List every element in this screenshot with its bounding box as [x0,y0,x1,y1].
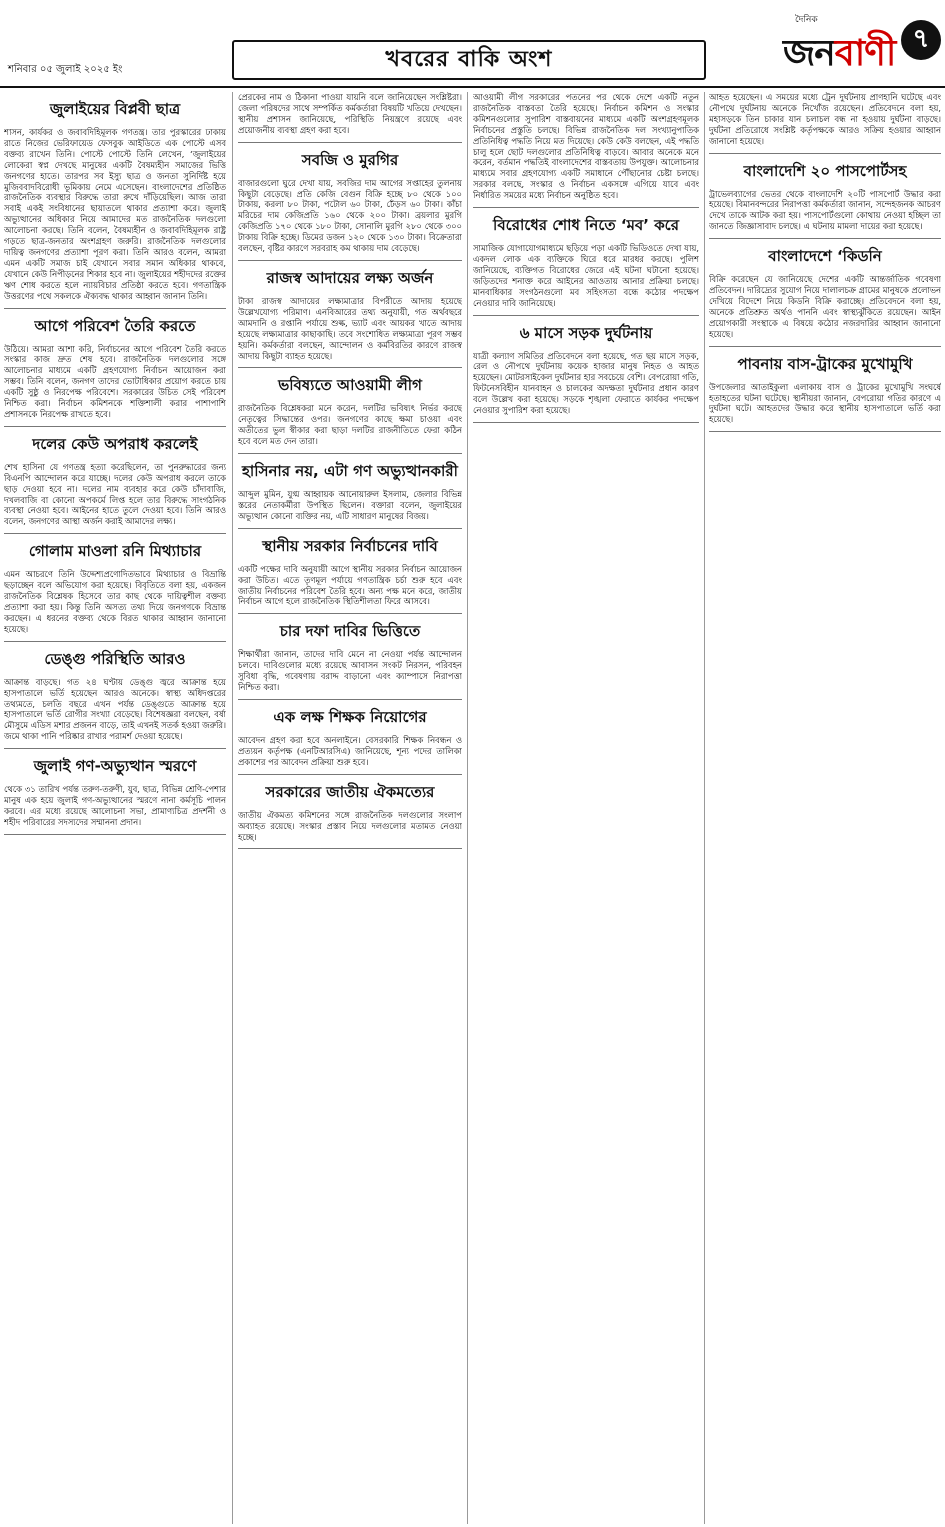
story-separator [238,367,462,368]
story-separator [238,613,462,614]
story-body: আহত হয়েছেন। এ সময়ের মধ্যে ট্রেন দুর্ঘটনায় প্রাণহানি ঘটেছে এবং নৌপথে দুর্ঘটনায় অনেকে নিখোঁজ রয়েছেন। প্রতিবেদনে বলা হয়, মহাসড়কে তিন চাকার যান চলাচল বন্ধ না হওয়ায় দুর্ঘটনা বাড়ছে। দুর্ঘটনা প্রতিরোধে সংশ্লিষ্ট কর্তৃপক্ষকে আরও সক্রিয় হওয়ার আহ্বান জানানো হয়েছে। [709,92,941,146]
story-body: উপজেলার আতাইকুলা এলাকায় বাস ও ট্রাকের মুখোমুখি সংঘর্ষে হতাহতের ঘটনা ঘটেছে। স্থানীয়রা জানান, বেপরোয়া গতির কারণে এ দুর্ঘটনা ঘটে। আহতদের উদ্ধার করে স্থানীয় হাসপাতালে ভর্তি করা হয়েছে। [709,381,941,425]
section-title: খবরের বাকি অংশ [232,40,706,80]
story-headline: ডেঙ্গু পরিস্থিতি আরও [44,649,186,668]
story-separator [4,533,226,534]
news-story [4,433,226,527]
story-headline: পাবনায় বাস-ট্রাকের মুখোমুখি [737,354,913,373]
story-separator [238,528,462,529]
logo-part-a: জন [783,33,835,74]
story-separator [709,153,941,154]
news-story [4,540,226,634]
news-story [238,781,462,843]
masthead-rule [0,86,945,88]
news-story [238,149,462,254]
story-headline: চার দফা দাবির ভিত্তিতে [279,622,421,641]
story-separator [4,308,226,309]
news-story [238,620,462,693]
issue-date: শনিবার ০৫ জুলাই ২০২৫ ইং [8,64,123,75]
column-4 [709,92,941,1524]
story-separator [709,238,941,239]
story-body: আওয়ামী লীগ সরকারের পতনের পর থেকে দেশে একটি নতুন রাজনৈতিক বাস্তবতা তৈরি হয়েছে। নির্বাচন কমিশন ও সংস্কার কমিশনগুলোর সুপারিশ বাস্তবায়নের মাধ্যমে একটি অংশগ্রহণমূলক নির্বাচনের প্রস্তুতি চলছে। বিভিন্ন রাজনৈতিক দল সংখ্যানুপাতিক প্রতিনিধিত্ব পদ্ধতি নিয়ে মত দিয়েছে। কেউ কেউ বলছেন, এই পদ্ধতি চালু হলে ছোট দলগুলোর প্রতিনিধিত্ব বাড়বে। আবার অনেকে মনে করেন, বর্তমান পদ্ধতিই বাংলাদেশের বাস্তবতায় উপযুক্ত। আলোচনার মাধ্যমে সবার গ্রহণযোগ্য একটি সমাধানে পৌঁছানোর চেষ্টা চলছে। সরকার বলছে, সংস্কার ও নির্বাচন একসঙ্গে এগিয়ে যাবে এবং নির্ধারিত সময়ের মধ্যে নির্বাচন অনুষ্ঠিত হবে। [473,92,699,201]
news-story [238,706,462,768]
story-headline: জুলাই গণ-অভ্যুত্থান স্মরণে [33,757,197,776]
story-body: টাকা রাজস্ব আদায়ের লক্ষ্যমাত্রার বিপরীতে আদায় হয়েছে উল্লেখযোগ্য পরিমাণ। এনবিআরের তথ্য অনুযায়ী, গত অর্থবছরে আমদানি ও রপ্তানি পর্যায়ে শুল্ক, ভ্যাট এবং আয়কর খাতে আদায় হয়েছে লক্ষ্যমাত্রার কাছাকাছি। তবে সংশোধিত লক্ষ্যমাত্রা পূরণ সম্ভব হয়নি। কর্মকর্তারা বলছেন, আন্দোলন ও কর্মবিরতির কারণে রাজস্ব আদায় কিছুটা ব্যাহত হয়েছে। [238,295,462,361]
story-headline: জুলাইয়ের বিপ্লবী ছাত্র [49,100,181,118]
story-headline: বিরোধের শোধ নিতে ‘মব’ করে [493,216,679,235]
news-story [4,648,226,742]
story-separator [709,431,941,432]
news-story [473,214,699,308]
news-story [709,160,941,233]
story-body: রাজনৈতিক বিশ্লেষকরা মনে করেন, দলটির ভবিষ্যৎ নির্ভর করছে নেতৃত্বের সিদ্ধান্তের ওপর। জনগণের কাছে ক্ষমা চাওয়া এবং অতীতের ভুল স্বীকার করা ছাড়া দলটির রাজনীতিতে ফেরা কঠিন হবে বলে মত দেন তারা। [238,403,462,447]
newspaper-logo [783,8,943,78]
story-headline: রাজস্ব আদায়ের লক্ষ্য অর্জন [266,268,434,287]
story-body: আবেদন গ্রহণ করা হবে অনলাইনে। বেসরকারি শিক্ষক নিবন্ধন ও প্রত্যয়ন কর্তৃপক্ষ (এনটিআরসিএ) জানিয়েছে, শূন্য পদের তালিকা প্রকাশের পর আবেদন প্রক্রিয়া শুরু হবে। [238,735,462,767]
story-body: সামাজিক যোগাযোগমাধ্যমে ছড়িয়ে পড়া একটি ভিডিওতে দেখা যায়, একদল লোক এক ব্যক্তিকে ঘিরে ধরে মারধর করছে। পুলিশ জানিয়েছে, ব্যক্তিগত বিরোধের জেরে এই ঘটনা ঘটানো হয়েছে। জড়িতদের শনাক্ত করে আইনের আওতায় আনার প্রক্রিয়া চলছে। মানবাধিকার সংগঠনগুলো মব সহিংসতা বন্ধে কঠোর পদক্ষেপ নেওয়ার দাবি জানিয়েছে। [473,243,699,308]
story-separator [238,848,462,849]
story-separator [238,699,462,700]
story-headline: ভবিষ্যতে আওয়ামী লীগ [278,376,422,395]
story-separator [4,426,226,427]
story-separator [238,260,462,261]
story-separator [4,834,226,835]
news-story [238,267,462,361]
story-body: থেকে ৩১ তারিখ পর্যন্ত তরুণ-তরুণী, যুব, ছাত্র, বিভিন্ন শ্রেণি-পেশার মানুষ এক হয়ে জুলাই গণ-অভ্যুত্থানের স্মরণে নানা কর্মসূচি পালন করবে। এর মধ্যে রয়েছে আলোচনা সভা, প্রামাণ্যচিত্র প্রদর্শনী ও শহীদ পরিবারের সদস্যদের সম্মাননা প্রদান। [4,784,226,827]
news-story [4,755,226,828]
story-body: এমন আচরণে তিনি উদ্দেশ্যপ্রণোদিতভাবে মিথ্যাচার ও বিভ্রান্তি ছড়াচ্ছেন বলে অভিযোগ করা হয়েছে। বিবৃতিতে বলা হয়, একজন রাজনৈতিক বিশ্লেষক হিসেবে তার কাছ থেকে দায়িত্বশীল বক্তব্য প্রত্যাশা করা হয়। কিন্তু তিনি অসত্য তথ্য দিয়ে জনগণকে বিভ্রান্ত করছেন। এ ধরনের বক্তব্য থেকে বিরত থাকার আহ্বান জানানো হয়েছে। [4,569,226,634]
story-headline: হাসিনার নয়, এটা গণ অভ্যুত্থানকারী [242,462,458,481]
story-body: শিক্ষার্থীরা জানান, তাদের দাবি মেনে না নেওয়া পর্যন্ত আন্দোলন চলবে। দাবিগুলোর মধ্যে রয়েছে আবাসন সংকট নিরসন, পরিবহন সুবিধা বৃদ্ধি, গবেষণায় বরাদ্দ বাড়ানো এবং ক্যাম্পাসে নিরাপত্তা নিশ্চিত করা। [238,649,462,693]
story-separator [473,422,699,423]
news-story [238,92,462,136]
story-headline: গোলাম মাওলা রনি মিথ্যাচার [28,542,202,561]
story-headline: স্থানীয় সরকার নির্বাচনের দাবি [262,536,438,555]
news-story [709,245,941,339]
story-body: শাসন, কার্যকর ও জবাবদিহিমূলক গণতন্ত্র। তার পুরস্কারের ঢাকায় রাতে নিজের ভেরিফায়েড ফেসবুক আইডিতে এক পোস্টে এসব বক্তব্য রাখেন তিনি। পোস্টে পোস্টে তিনি লেখেন, ‘জুলাইয়ের লোকেরা স্বপ্ন দেখছে মানুষের একটি বৈষম্যহীন সমাজের ভিত্তি জনগণের হাতে। তারপর সব ইস্যু ছাত্র ও জনতা সুনির্দিষ্ট হয়ে মুজিববাদবিরোধী ভূমিকায় নেমে এসেছেন। বাংলাদেশের প্রতিষ্ঠিত রাজনৈতিক ব্যবস্থার বিরুদ্ধে তারা রুখে দাঁড়িয়েছিল। আজ তারা সবাই একই সংবিধানের ছায়াতলে থাকার প্রত্যাশা করে। জুলাই অভ্যুত্থানের অধিকার নিয়ে আমাদের মত রাজনৈতিক দলগুলো আলোচনা করছে। তিনি বলেন, বৈষম্যহীন ও জবাবদিহিমূলক রাষ্ট্র গড়তে ছাত্র-জনতার অংশগ্রহণ জরুরি। রাজনৈতিক দলগুলোর দায়িত্ব জনগণের প্রত্যাশা পূরণ করা। তিনি আরও বলেন, আমরা এমন একটি সমাজ চাই যেখানে সবার সমান অধিকার থাকবে, যেখানে কেউ নিপীড়নের শিকার হবে না। জুলাইয়ের শহীদদের রক্তের ঋণ শোধ করতে হলে ন্যায়বিচার প্রতিষ্ঠা করতে হবে। গণতান্ত্রিক উত্তরণের পথে সকলকে ঐক্যবদ্ধ থাকার আহ্বান জানান তিনি। [4,127,226,301]
logo-part-b: বাণী [834,33,896,74]
column-1 [4,92,226,1524]
news-story [4,315,226,420]
story-separator [4,748,226,749]
story-body: উঠিয়ে। আমরা আশা করি, নির্বাচনের আগে পরিবেশ তৈরি করতে সংস্কার কাজ দ্রুত শেষ হবে। রাজনৈতিক দলগুলোর সঙ্গে আলোচনার মাধ্যমে একটি গ্রহণযোগ্য নির্বাচন আয়োজন করা সম্ভব। তিনি বলেন, জনগণ তাদের ভোটাধিকার প্রয়োগ করতে চায় একটি সুষ্ঠু ও নিরপেক্ষ পরিবেশে। সরকারের উচিত সেই পরিবেশ নিশ্চিত করা। নির্বাচন কমিশনকে শক্তিশালী করার পাশাপাশি প্রশাসনকে নিরপেক্ষ রাখতে হবে। [4,343,226,419]
story-headline: দলের কেউ অপরাধ করলেই [32,434,198,453]
story-body: আক্রান্ত বাড়ছে। গত ২৪ ঘণ্টায় ডেঙ্গু জ্বরে আক্রান্ত হয়ে হাসপাতালে ভর্তি হয়েছেন আরও অনেকে। স্বাস্থ্য অধিদপ্তরের তথ্যমতে, চলতি বছরে এখন পর্যন্ত ডেঙ্গুতে আক্রান্ত হয়ে হাসপাতালে ভর্তি রোগীর সংখ্যা বেড়েছে। বিশেষজ্ঞরা বলছেন, বর্ষা মৌসুমে এডিস মশার প্রজনন বাড়ে, তাই এখনই সতর্ক হওয়া জরুরি। জমে থাকা পানি পরিষ্কার রাখার পরামর্শ দেওয়া হয়েছে। [4,676,226,742]
news-story [709,353,941,426]
story-separator [473,207,699,208]
story-body: শেখ হাসিনা যে গণতন্ত্র হত্যা করেছিলেন, তা পুনরুদ্ধারের জন্য বিএনপি আন্দোলন করে যাচ্ছে। দলের কেউ অপরাধ করলে তাকে ছাড় দেওয়া হবে না। দলের নাম ব্যবহার করে কেউ চাঁদাবাজি, দখলবাজি বা কোনো অপকর্মে লিপ্ত হলে তার বিরুদ্ধে সাংগঠনিক ব্যবস্থা নেওয়া হবে। আইনের হাতে তুলে দেওয়া হবে। তিনি আরও বলেন, জনগণের আস্থা অর্জন করাই আমাদের লক্ষ্য। [4,461,226,527]
news-story [4,98,226,302]
news-story [238,535,462,608]
section-banner [232,40,702,80]
news-story [473,92,699,201]
story-body: আব্দুল মুমিন, যুগ্ম আহ্বায়ক আনোয়ারুল ইসলাম, জেলার বিভিন্ন স্তরের নেতাকর্মীরা উপস্থিত ছিলেন। বক্তারা বলেন, জুলাইয়ের অভ্যুত্থান কোনো ব্যক্তির নয়, এটি সাধারণ মানুষের বিজয়। [238,489,462,521]
news-story [473,322,699,416]
story-separator [709,346,941,347]
story-body: বাজারগুলো ঘুরে দেখা যায়, সবজির দাম আগের সপ্তাহের তুলনায় কিছুটা বেড়েছে। প্রতি কেজি বেগুন বিক্রি হচ্ছে ৮০ থেকে ১০০ টাকায়, করলা ৮০ টাকা, পটোল ৬০ টাকা, ঢেঁড়স ৬০ টাকা। কাঁচা মরিচের দাম কেজিপ্রতি ১৬০ থেকে ২০০ টাকা। ব্রয়লার মুরগি কেজিপ্রতি ১৭০ থেকে ১৮০ টাকা, সোনালি মুরগি ২৮০ থেকে ৩০০ টাকায় বিক্রি হচ্ছে। ডিমের ডজন ১২০ থেকে ১৩০ টাকা। বিক্রেতারা বলছেন, বৃষ্টির কারণে সরবরাহ কম থাকায় দাম বেড়েছে। [238,177,462,254]
logo-prefix: দৈনিক [795,15,818,25]
story-headline: এক লক্ষ শিক্ষক নিয়োগের [273,708,427,726]
story-body: ট্রাভেলব্যাগের ভেতর থেকে বাংলাদেশি ২০টি পাসপোর্ট উদ্ধার করা হয়েছে। বিমানবন্দরের নিরাপত্তা কর্মকর্তারা জানান, সন্দেহজনক আচরণ দেখে তাকে আটক করা হয়। পাসপোর্টগুলো কোথায় নেওয়া হচ্ছিল তা জানতে জিজ্ঞাসাবাদ চলছে। এ ঘটনায় মামলা দায়ের করা হয়েছে। [709,188,941,232]
story-separator [473,315,699,316]
news-story [709,92,941,147]
story-headline: সবজি ও মুরগির [301,150,399,169]
columns [0,92,945,1524]
story-separator [4,641,226,642]
masthead [0,0,945,86]
news-story [238,374,462,447]
story-body: যাত্রী কল্যাণ সমিতির প্রতিবেদনে বলা হয়েছে, গত ছয় মাসে সড়ক, রেল ও নৌপথে দুর্ঘটনায় কয়েক হাজার মানুষ নিহত ও আহত হয়েছেন। মোটরসাইকেল দুর্ঘটনার হার সবচেয়ে বেশি। বেপরোয়া গতি, ফিটনেসবিহীন যানবাহন ও চালকের অদক্ষতা দুর্ঘটনার প্রধান কারণ বলে উল্লেখ করা হয়েছে। সড়কে শৃঙ্খলা ফেরাতে কার্যকর পদক্ষেপ নেওয়ার সুপারিশ করা হয়েছে। [473,350,699,416]
column-2 [238,92,462,1524]
page-number: ৭ [901,20,941,60]
story-headline: বাংলাদেশি ২০ পাসপোর্টসহ [743,161,907,180]
story-headline: বাংলাদেশে ‘কিডনি [768,247,882,266]
story-body: একটি পক্ষের দাবি অনুযায়ী আগে স্থানীয় সরকার নির্বাচন আয়োজন করা উচিত। এতে তৃণমূল পর্যায়ে গণতান্ত্রিক চর্চা শুরু হবে এবং জাতীয় নির্বাচনের পরিবেশ তৈরি হবে। অন্য পক্ষ মনে করে, জাতীয় নির্বাচন আগে হলে রাজনৈতিক স্থিতিশীলতা ফিরে আসবে। [238,563,462,607]
story-body: জাতীয় ঐকমত্য কমিশনের সঙ্গে রাজনৈতিক দলগুলোর সংলাপ অব্যাহত রয়েছে। সংস্কার প্রস্তাব নিয়ে দলগুলোর মতামত নেওয়া হচ্ছে। [238,809,462,842]
story-separator [238,142,462,143]
story-headline: সরকারের জাতীয় ঐকমত্যের [265,782,435,801]
column-3 [473,92,699,1524]
story-separator [238,774,462,775]
story-body: প্রেরকের নাম ও ঠিকানা পাওয়া যায়নি বলে জানিয়েছেন সংশ্লিষ্টরা। জেলা পরিষদের সাথে সম্পর্কিত কর্মকর্তারা বিষয়টি খতিয়ে দেখছেন। স্থানীয় প্রশাসন জানিয়েছে, পরিস্থিতি নিয়ন্ত্রণে রয়েছে এবং প্রয়োজনীয় ব্যবস্থা গ্রহণ করা হবে। [238,92,462,135]
news-story [238,460,462,522]
story-separator [238,453,462,454]
story-headline: ৬ মাসে সড়ক দুর্ঘটনায় [519,323,653,342]
story-body: বিক্রি করেছেন যে জানিয়েছে দেশের একটি আন্তর্জাতিক গবেষণা প্রতিবেদন। দারিদ্র্যের সুযোগ নিয়ে দালালচক্র গ্রামের মানুষকে প্রলোভন দেখিয়ে বিদেশে নিয়ে কিডনি বিক্রি করাচ্ছে। প্রতিবেদনে বলা হয়, অনেকে প্রতিশ্রুত অর্থও পাননি এবং স্বাস্থ্যঝুঁকিতে রয়েছেন। আইন প্রয়োগকারী সংস্থাকে এ বিষয়ে কঠোর নজরদারির আহ্বান জানানো হয়েছে। [709,274,941,339]
logo-wordmark [783,26,895,86]
story-headline: আগে পরিবেশ তৈরি করতে [34,316,196,335]
